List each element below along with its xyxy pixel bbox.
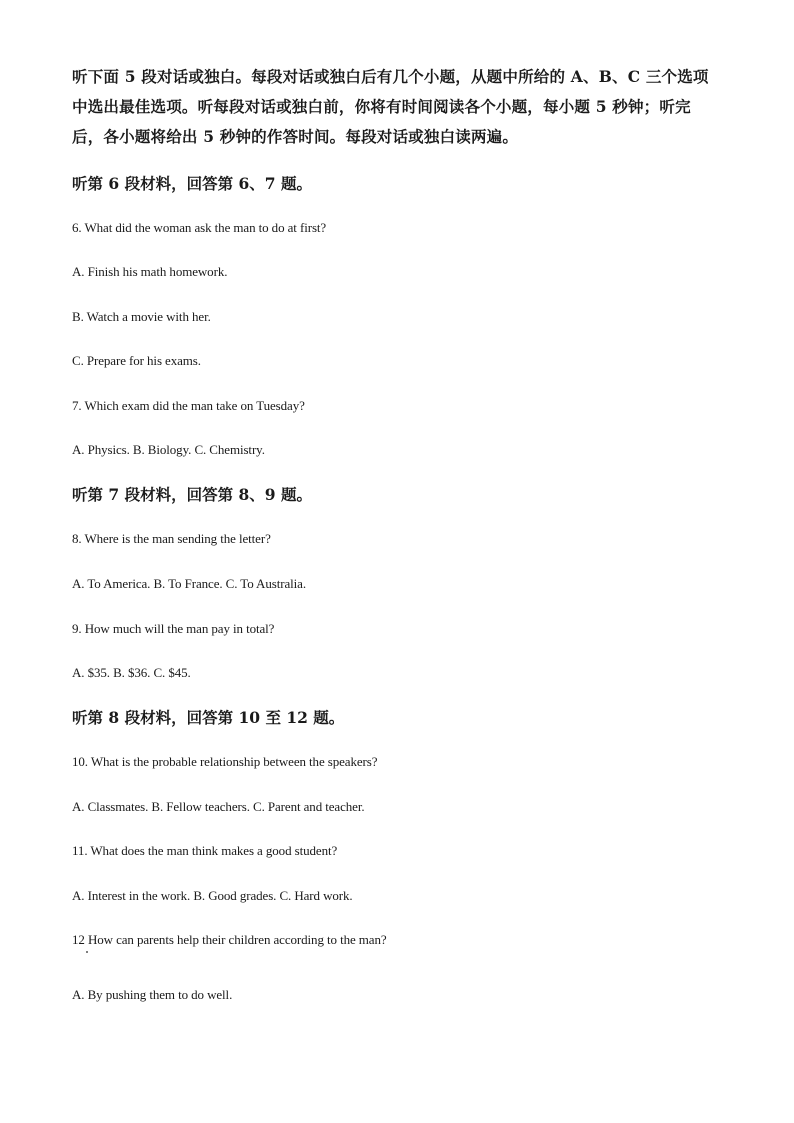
instructions-paragraph: 听下面 5 段对话或独白。每段对话或独白后有几个小题，从题中所给的 A、B、C 三个选项中选出最佳选项。听每段对话或独白前，你将有时间阅读各个小题，每小题 5 秒钟；听完后，各小题将给出 5 秒钟的作答时间。每段对话或独白读两遍。 [72,67,709,146]
question-11-options: A. Interest in the work. B. Good grades. C. Hard work. [72,888,353,903]
question-12-option-a: A. By pushing them to do well. [72,987,233,1002]
question-6-option-b: B. Watch a movie with her. [72,309,211,324]
section-heading-7: 听第 7 段材料，回答第 8、9 题。 [72,485,312,504]
question-9: 9. How much will the man pay in total? [72,621,275,636]
question-12: 12 How can parents help their children according to the man? [72,932,387,947]
question-6-option-c: C. Prepare for his exams. [72,353,201,368]
question-9-options: A. $35. B. $36. C. $45. [72,665,191,680]
question-11: 11. What does the man think makes a good student? [72,843,338,858]
question-6-option-a: A. Finish his math homework. [72,264,228,279]
question-10: 10. What is the probable relationship between the speakers? [72,754,378,769]
question-6: 6. What did the woman ask the man to do at first? [72,220,327,235]
question-8-options: A. To America. B. To France. C. To Australia. [72,576,306,591]
section-heading-8: 听第 8 段材料，回答第 10 至 12 题。 [72,708,345,727]
stray-dot-mark [86,951,88,953]
question-7: 7. Which exam did the man take on Tuesday? [72,398,305,413]
question-8: 8. Where is the man sending the letter? [72,531,271,546]
question-10-options: A. Classmates. B. Fellow teachers. C. Parent and teacher. [72,799,365,814]
section-heading-6: 听第 6 段材料，回答第 6、7 题。 [72,174,312,193]
question-7-options: A. Physics. B. Biology. C. Chemistry. [72,442,265,457]
